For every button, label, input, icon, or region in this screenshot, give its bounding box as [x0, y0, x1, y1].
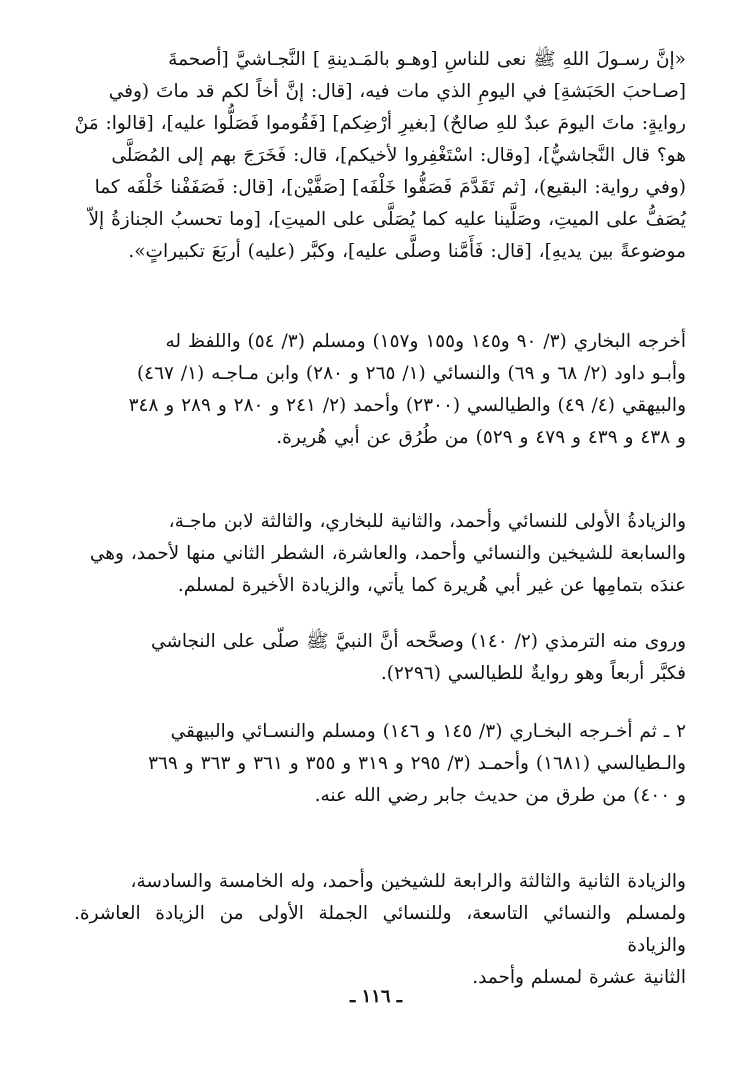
- text-line: موضوعةً بين يديهِ]، [قال: فَأَمَّنا وصلَّى عليه]، وكبَّر (عليه) أربَعَ تكبيراتٍ».: [128, 241, 686, 262]
- text-line: ٢ ـ ثم أخـرجه البخـاري (٣/ ١٤٥ و ١٤٦) ومسلم والنسـائي والبيهقي: [170, 721, 686, 742]
- text-line: فكبَّر أربعاً وهو روايةٌ للطيالسي (٢٢٩٦).: [380, 663, 686, 684]
- takhrij-paragraph-1: [74, 326, 686, 454]
- tirmidhi-paragraph: [74, 626, 686, 690]
- text-line: و ٤٣٨ و ٤٣٩ و ٤٧٩ و ٥٢٩) من طُرُق عن أبي هُريرة.: [276, 427, 686, 448]
- text-line: وأبـو داود (٢/ ٦٨ و ٦٩) والنسائي (١/ ٢٦٥ و ٢٨٠) وابن مـاجـه (١/ ٤٦٧): [136, 363, 686, 384]
- text-line: والبيهقي (٤/ ٤٩) والطيالسي (٢٣٠٠) وأحمد (٢/ ٢٤١ و ٢٨٠ و ٢٨٩ و ٣٤٨: [128, 395, 686, 416]
- text-line: وروى منه الترمذي (٢/ ١٤٠) وصحَّحه أنَّ النبيَّ ﷺ صلّى على النجاشي: [150, 631, 686, 652]
- text-line: «إنَّ رسـولَ اللهِ ﷺ نعى للناسِ [وهـو بالمَـدينةِ ] النَّجـاشيَّ [أصحمةَ: [168, 49, 686, 70]
- text-line: والسابعة للشيخين والنسائي وأحمد، والعاشرة، الشطر الثاني منها لأحمد، وهي: [89, 543, 686, 564]
- text-line: [صـاحبَ الحَبَشةِ] في اليومِ الذي مات فيه، [قال: إنَّ أخاً لكم قد ماتَ (وفي: [108, 81, 686, 102]
- text-line: عندَه بتمامِها عن غير أبي هُريرة كما يأتي، والزيادة الأخيرة لمسلم.: [177, 575, 686, 596]
- text-line: والـطيالسي (١٦٨١) وأحمـد (٣/ ٢٩٥ و ٣١٩ و ٣٥٥ و ٣٦١ و ٣٦٣ و ٣٦٩: [148, 753, 686, 774]
- text-line: الثانية عشرة لمسلم وأحمد.: [472, 967, 686, 988]
- additions-paragraph-1: [74, 506, 686, 602]
- text-line: و ٤٠٠) من طرق من حديث جابر رضي الله عنه.: [314, 785, 686, 806]
- text-line: يُصَفُّ على الميتِ، وصَلَّينا عليه كما يُصَلَّى على الميتِ]، [وما تحسبُ الجنازةُ إلاّ: [88, 209, 686, 230]
- text-line: (وفي رواية: البقيع)، [ثم تَقَدَّمَ فَصَفُّوا خَلْفَه] [صَفَّيْن]، [قال: فَصَفَفْنا خَلْفَه كما: [94, 177, 686, 198]
- additions-paragraph-2: [74, 866, 686, 994]
- text-line: والزيادةُ الأولى للنسائي وأحمد، والثانية للبخاري، والثالثة لابن ماجـة،: [168, 511, 686, 532]
- text-line: ولمسلم والنسائي التاسعة، وللنسائي الجملة الأولى من الزيادة العاشرة. والزيادة: [74, 903, 686, 956]
- text-line: روايةٍ: ماتَ اليومَ عبدٌ للهِ صالحٌ) [بغيرِ أرْضِكم] [فَقُوموا فَصَلُّوا عليه]، [قالوا: مَنْ: [74, 113, 686, 134]
- text-line: والزيادة الثانية والثالثة والرابعة للشيخين وأحمد، وله الخامسة والسادسة،: [130, 871, 686, 892]
- page-number: ـ ١١٦ ـ: [349, 986, 403, 1007]
- text-line: أخرجه البخاري (٣/ ٩٠ و١٤٥ و١٥٥ و١٥٧) ومسلم (٣/ ٥٤) واللفظ له: [165, 331, 686, 352]
- text-line: هو؟ قال النَّجاشيُّ]، [وقال: اسْتَغْفِروا لأخيكم]، قال: فَخَرَجَ بهم إلى المُصَلَّى: [111, 145, 686, 166]
- takhrij-paragraph-2: [74, 716, 686, 812]
- hadith-text: [74, 44, 686, 268]
